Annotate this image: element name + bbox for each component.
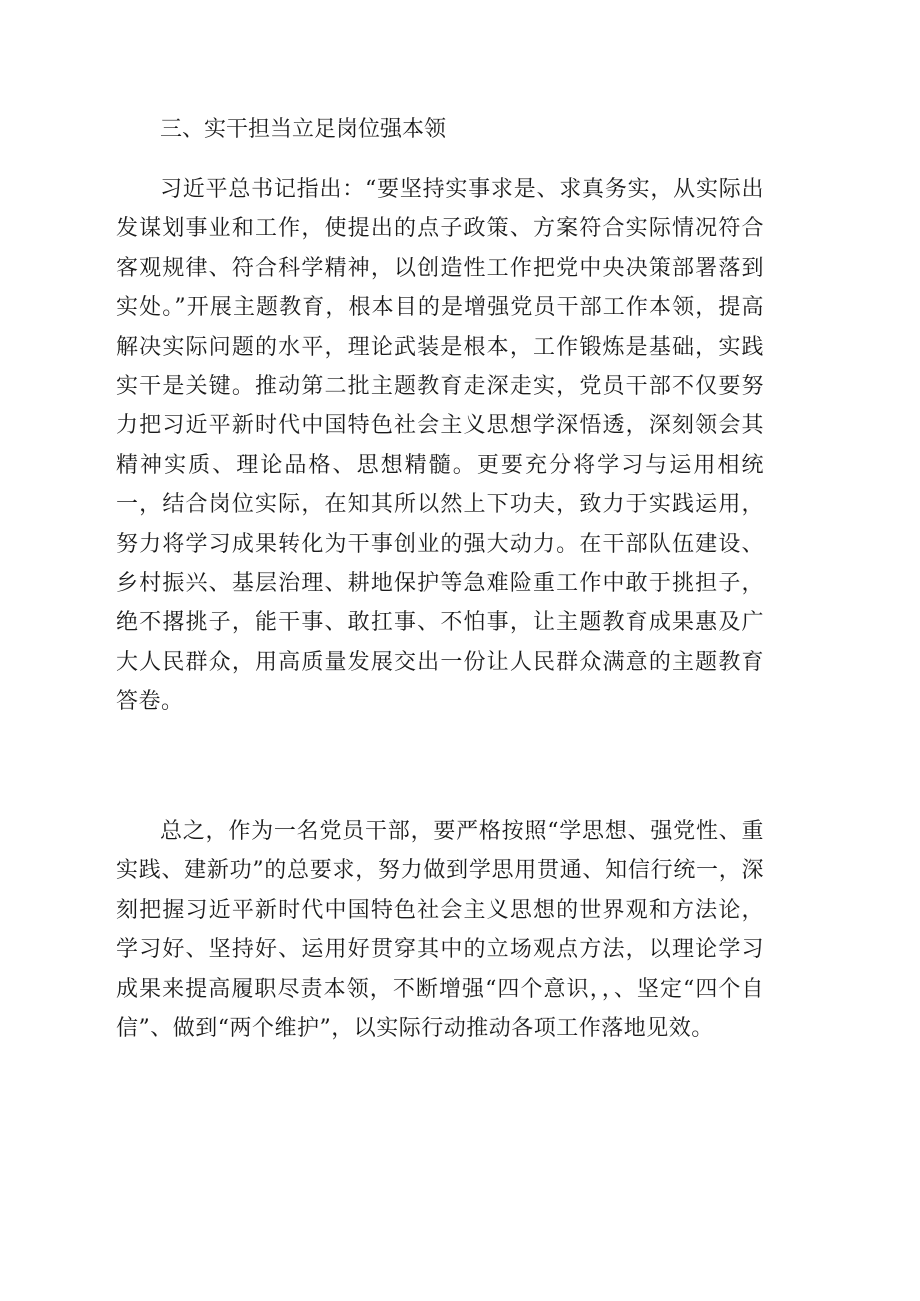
body-paragraph-1: 习近平总书记指出：“要坚持实事求是、求真务实，从实际出发谋划事业和工作，使提出的点子政策、方案符合实际情况符合客观规律、符合科学精神，以创造性工作把党中央决策部署落到实处。”开展主题教育，根本目的是增强党员干部工作本领，提高解决实际问题的水平，理论武装是根本，工作锻炼是基础，实践实干是关键。推动第二批主题教育走深走实，党员干部不仅要努力把习近平新时代中国特色社会主义思想学深悟透，深刻领会其精神实质、理论品格、思想精髓。更要充分将学习与运用相统一，结合岗位实际，在知其所以然上下功夫，致力于实践运用，努力将学习成果转化为干事创业的强大动力。在干部队伍建设、乡村振兴、基层治理、耕地保护等急难险重工作中敢于挑担子，绝不撂挑子，能干事、敢扛事、不怕事，让主题教育成果惠及广大人民群众，用高质量发展交出一份让人民群众满意的主题教育答卷。 bbox=[116, 177, 764, 715]
section-heading: 三、实干担当立足岗位强本领 bbox=[160, 117, 447, 142]
body-paragraph-2: 总之，作为一名党员干部，要严格按照“学思想、强党性、重实践、建新功”的总要求，努力做到学思用贯通、知信行统一，深刻把握习近平新时代中国特色社会主义思想的世界观和方法论，学习好、坚持好、运用好贯穿其中的立场观点方法，以理论学习成果来提高履职尽责本领，不断增强“四个意识，，、坚定“四个自信”、做到“两个维护”，以实际行动推动各项工作落地见效。 bbox=[116, 819, 764, 1042]
